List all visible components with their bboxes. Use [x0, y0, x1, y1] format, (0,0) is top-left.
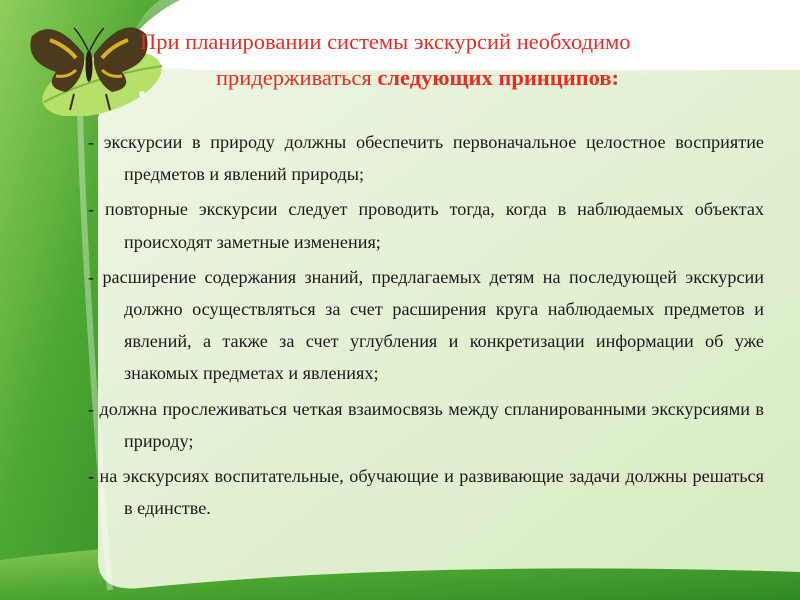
title-line-2-bold: следующих принципов:: [377, 65, 619, 90]
principle-item: - должна прослеживаться четкая взаимосвязь между спланированными экскурсиями в природу;: [88, 398, 764, 451]
title-line-1: При планировании системы экскурсий необходимо: [140, 29, 631, 54]
principles-list: [88, 126, 764, 524]
principle-item: - экскурсии в природу должны обеспечить первоначальное целостное восприятие предметов и явлений природы;: [88, 132, 764, 185]
principle-item: - на экскурсиях воспитательные, обучающие и развивающие задачи должны решаться в единстве.: [88, 466, 764, 519]
principle-item: - расширение содержания знаний, предлагаемых детям на последующей экскурсии должно осуществляться за счет расширения круга наблюдаемых предметов и явлений, а также за счет углубления и конкретизации информации об уже знакомых предметах и явлениях;: [88, 266, 764, 384]
title-line-2-normal: придерживаться: [216, 65, 378, 90]
title-line-2: [140, 60, 780, 96]
principle-item: - повторные экскурсии следует проводить тогда, когда в наблюдаемых объектах происходят заметные изменения;: [88, 199, 764, 252]
slide-title: [140, 24, 780, 96]
